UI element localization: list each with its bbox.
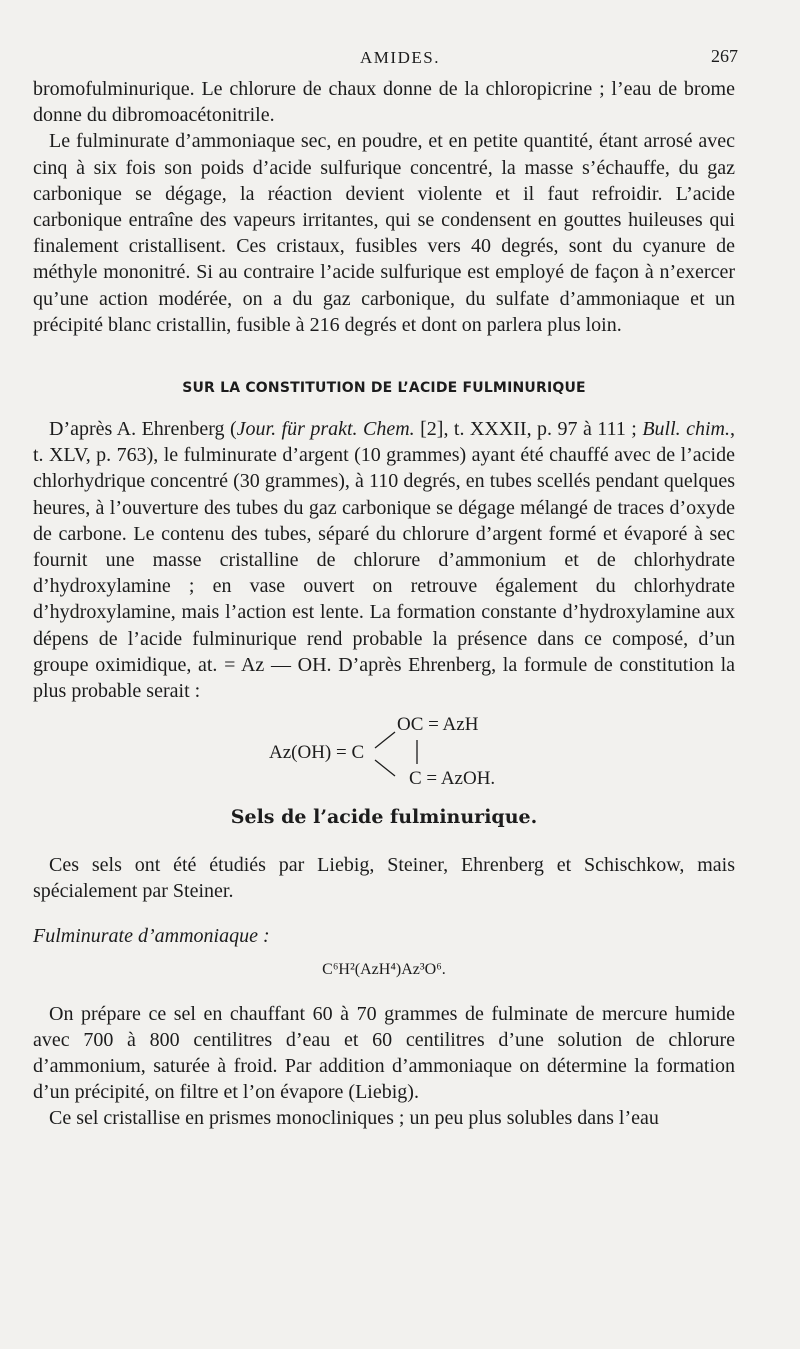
journal-citation-2: Bull. chim.	[642, 418, 730, 441]
formula-brackets	[33, 710, 735, 794]
paragraph-crystallization: Ce sel cristallise en prismes monocliniques ; un peu plus solubles dans l’eau	[49, 1107, 659, 1130]
ammonium-fulminurate-formula: C⁶H²(AzH⁴)Az³O⁶.	[322, 960, 446, 978]
formula-left: Az(OH) = C	[269, 742, 365, 764]
formula-bottom: C = AzOH.	[409, 768, 496, 790]
journal-citation-1: Jour. für prakt. Chem.	[236, 418, 415, 441]
reference-1: [2], t. XXXII, p. 97 à 111 ;	[414, 418, 643, 441]
salts-heading: Sels de l’acide fulminurique.	[230, 806, 538, 829]
formula-top: OC = AzH	[397, 714, 479, 736]
page-header	[0, 44, 800, 74]
paragraph-preparation: On prépare ce sel en chauffant 60 à 70 grammes de fulminate de mercure humide avec 700 à 800 centilitres d’eau et 60 centilitres d’une solution de chlorure d’ammonium, saturée à froid. Par addition d’ammoniaque on détermine la formation d’un précipité, on filtre et l’on évapore (Liebig).	[33, 1002, 735, 1104]
constitution-formula	[33, 710, 735, 794]
page-number: 267	[711, 46, 738, 66]
section-heading-constitution: SUR LA CONSTITUTION DE L’ACIDE FULMINURIQUE	[182, 380, 586, 397]
ehrenberg-intro: D’après A. Ehrenberg (	[49, 418, 237, 441]
page-body	[33, 76, 735, 1132]
paragraph-ammonium-fulminurate-reaction: Le fulminurate d’ammoniaque sec, en poudre, et en petite quantité, étant arrosé avec cinq à six fois son poids d’acide sulfurique concentré, la masse s’échauffe, du gaz carbonique se dégage, la réaction devient violente et il faut refroidir. L’acide carbonique entraîne des vapeurs irritantes, qui se condensent en gouttes huileuses qui finalement cristallisent. Ces cristaux, fusibles vers 40 degrés, sont du cyanure de méthyle mononitré. Si au contraire l’acide sulfurique est employé de façon à n’exercer qu’une action modérée, on a du gaz carbonique, du sulfate d’ammoniaque et un précipité blanc cristallin, fusible à 216 degrés et dont on parlera plus loin.	[33, 130, 735, 336]
paragraph-continuation: bromofulminurique. Le chlorure de chaux donne de la chloropicrine ; l’eau de brome donne du dibromoacétonitrile.	[33, 78, 735, 127]
paragraph-salts-studied: Ces sels ont été étudiés par Liebig, Steiner, Ehrenberg et Schischkow, mais spécialement par Steiner.	[33, 854, 735, 903]
ehrenberg-text: , t. XLV, p. 763), le fulminurate d’argent (10 grammes) ayant été chauffé avec de l’acide chlorhydrique concentré (30 grammes), à 110 degrés, en tubes scellés pendant quelques heures, à l’ouverture des tubes du gaz carbonique se dégage mélangé de traces d’oxyde de carbone. Le contenu des tubes, séparé du chlorure d’argent formé et évaporé à sec fournit une masse cristalline de chlorure d’ammonium et de chlorhydrate d’hydroxylamine ; en vase ouvert on retrouve également du chlorhydrate d’hydroxylamine, mais l’action est lente. La formation constante d’hydroxylamine aux dépens de l’acide fulminurique rend probable la présence dans ce composé, d’un groupe oximidique, at. = Az — OH. D’après Ehrenberg, la formule de constitution la plus probable serait :	[33, 418, 735, 703]
subsection-ammonium-fulminurate: Fulminurate d’ammoniaque :	[33, 924, 270, 947]
running-title: AMIDES.	[360, 48, 440, 67]
paragraph-ehrenberg	[33, 416, 735, 704]
